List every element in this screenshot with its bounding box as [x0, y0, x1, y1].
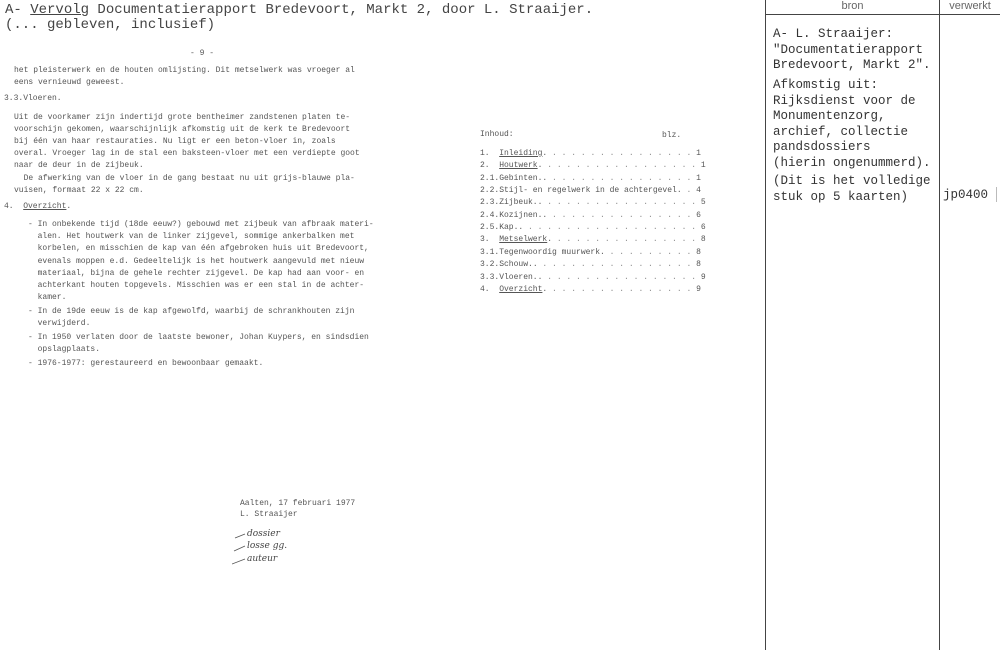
toc-entry: [480, 198, 706, 208]
place-date: Aalten, 17 februari 1977: [240, 499, 356, 508]
body-line: vuisen, formaat 22 x 22 cm.: [14, 186, 144, 195]
toc-title: Metselwerk: [499, 235, 548, 245]
source-line: pandsdossiers: [773, 140, 871, 155]
toc-entry: [480, 285, 701, 295]
bullet-line: alen. Het houtwerk van de linker zijgevel, sommige ankerbalken met: [28, 232, 355, 242]
bullet-line: achterkant houten topgevels. Misschien was er een stal in de achter-: [28, 281, 365, 290]
toc-leader-dots: . . . . . . . . . . . . . . . .: [542, 198, 701, 208]
toc-period: .: [542, 284, 548, 294]
bullet-line: korbelen, en misschien de kap van één afgebroken huis uit Bredevoort,: [28, 244, 369, 254]
toc-page: 6: [700, 223, 706, 233]
toc-title: Kap.: [499, 223, 519, 233]
bullet-line: - In onbekende tijd (18de eeuw?) gebouwd met zijbeuk van afbraak materi-: [28, 220, 374, 229]
toc-period: .: [518, 223, 524, 233]
toc-number: 3.2.: [480, 260, 500, 270]
toc-entry: [480, 260, 701, 270]
section-heading: 3.3.Vloeren.: [4, 94, 62, 103]
toc-entry: [480, 174, 701, 184]
toc-leader-dots: . . . . . . . . . . . . . . . .: [542, 161, 701, 171]
source-line: Rijksdienst voor de: [773, 93, 916, 108]
toc-number: 2.5.: [480, 223, 500, 233]
toc-number: 3.3.: [480, 272, 500, 282]
toc-entry: [480, 149, 701, 159]
toc-number: 2.2.: [480, 186, 500, 196]
cursor-mark: [996, 187, 997, 202]
bullet-line: evenals moppen e.d. Gedeeltelijk is het houtwerk aangevuld met nieuw: [28, 256, 365, 266]
toc-number: 1.: [480, 149, 500, 158]
handwritten-line: losse gg.: [247, 541, 288, 551]
toc-period: .: [537, 161, 543, 171]
toc-number: 2.3.: [480, 198, 500, 208]
source-line: (hierin ongenummerd).: [773, 156, 931, 170]
toc-page: 8: [696, 247, 701, 257]
toc-leader-dots: . . . . . . . . . . . . . . . .: [537, 260, 697, 270]
toc-entry: [480, 248, 701, 258]
body-line: overal. Vroeger lag in de stal een baksteen-vloer met een verdiepte goot: [14, 149, 360, 158]
author-name: L. Straaijer: [240, 510, 298, 519]
column-divider: [939, 0, 940, 650]
source-panel: [765, 0, 1000, 650]
body-line: voorschijn gekomen, waarschijnlijk afkomstig uit de kerk te Bredevoort: [14, 125, 351, 134]
toc-number: 3.: [480, 235, 500, 245]
toc-page: 1: [696, 149, 701, 158]
body-line: naar de deur in de zijbeuk.: [14, 161, 144, 170]
toc-leader-dots: . . . . . . . . . . . . . . . . . .: [523, 223, 701, 233]
toc-period: .: [542, 149, 548, 158]
toc-page: 9: [696, 284, 701, 294]
toc-page-header: blz.: [662, 131, 682, 140]
column-header-bron: bron: [766, 0, 939, 15]
toc-entry: [480, 211, 701, 221]
bullet-line: - 1976-1977: gerestaureerd en bewoonbaar gemaakt.: [28, 358, 264, 368]
toc-title: Stijl- en regelwerk in de achtergevel: [499, 186, 677, 196]
toc-leader-dots: .: [681, 186, 697, 196]
toc-number: 2.1.: [480, 173, 500, 183]
source-line: (Dit is het volledige: [773, 174, 931, 188]
source-line: "Documentatierapport: [773, 42, 924, 57]
body-line: eens vernieuwd geweest.: [14, 78, 125, 87]
toc-period: .: [532, 260, 538, 270]
bullet-line: kamer.: [28, 293, 67, 303]
source-line: Afkomstig uit:: [773, 78, 879, 92]
body-line: De afwerking van de vloer in de gang bestaat nu uit grijs-blauwe pla-: [14, 174, 355, 183]
bullet-line: materiaal, bijna de gehele rechter zijgevel. De kap had aan voor- en: [28, 268, 365, 278]
handwritten-annotation: [232, 528, 312, 570]
toc-period: .: [676, 186, 682, 196]
toc-period: .: [537, 198, 543, 208]
title-underlined: Vervolg: [30, 2, 90, 18]
bullet-line: - In de 19de eeuw is de kap afgewolfd, waarbij de schrankhouten zijn: [28, 306, 355, 316]
source-line: A- L. Straaijer:: [773, 27, 894, 41]
bullet-line: verwijderd.: [28, 319, 91, 329]
toc-period: .: [547, 235, 553, 245]
bullet-line: - In 1950 verlaten door de laatste bewoner, Johan Kuypers, en sindsdien: [28, 332, 369, 342]
toc-page: 4: [696, 186, 701, 196]
toc-period: .: [542, 173, 548, 183]
toc-leader-dots: . . . . . . . . . . . . . . . .: [542, 272, 701, 282]
toc-entry: [480, 235, 706, 245]
handwritten-line: dossier: [247, 529, 280, 539]
toc-period: .: [600, 247, 605, 257]
toc-title: Inleiding: [499, 149, 543, 158]
section-heading: [4, 202, 71, 212]
toc-page: 1: [700, 161, 706, 171]
title-prefix: A-: [5, 2, 31, 18]
body-line: Uit de voorkamer zijn indertijd grote bentheimer zandstenen platen te-: [14, 113, 351, 122]
section-title: Overzicht: [23, 202, 67, 211]
toc-title: Kozijnen.: [499, 210, 543, 220]
page-number: - 9 -: [190, 49, 215, 58]
title-line-1: [5, 3, 593, 18]
column-header-verwerkt: verwerkt: [940, 0, 1000, 15]
toc-title: Zijbeuk.: [499, 198, 538, 208]
toc-number: 2.: [480, 161, 500, 171]
toc-page: 6: [696, 210, 701, 220]
toc-heading: Inhoud:: [480, 130, 514, 139]
toc-title: Gebinten.: [499, 173, 543, 183]
handwritten-line: auteur: [247, 554, 278, 564]
toc-number: 2.4.: [480, 210, 500, 220]
toc-page: 5: [700, 198, 706, 208]
toc-leader-dots: . . . . . . . . . . . . . . .: [552, 235, 701, 245]
toc-page: 8: [700, 235, 706, 245]
toc-title: Overzicht: [499, 284, 543, 294]
bullet-line: opslagplaats.: [28, 345, 101, 354]
source-line: Bredevoort, Markt 2".: [773, 58, 931, 73]
toc-leader-dots: . . . . . . . . . . . . . . .: [547, 173, 697, 183]
toc-leader-dots: . . . . . . . . . . . . . . .: [547, 210, 697, 220]
toc-page: 8: [696, 260, 701, 270]
toc-entry: [480, 186, 701, 196]
toc-title: Tegenwoordig muurwerk: [499, 247, 601, 257]
toc-page: 1: [696, 173, 701, 183]
toc-period: .: [542, 210, 548, 220]
toc-entry: [480, 223, 706, 233]
title-rest: Documentatierapport Bredevoort, Markt 2, door L. Straaijer.: [89, 2, 594, 18]
toc-entry: [480, 273, 706, 283]
verwerkt-code: jp0400: [943, 188, 989, 202]
toc-leader-dots: . . . . . . . . . . . . . . .: [547, 149, 697, 158]
source-line: archief, collectie: [773, 124, 909, 139]
toc-leader-dots: . . . . . . . . .: [604, 247, 697, 257]
toc-period: .: [537, 272, 543, 282]
toc-number: 4.: [480, 284, 500, 294]
toc-title: Schouw.: [499, 260, 533, 270]
toc-title: Vloeren.: [499, 272, 538, 282]
source-line: stuk op 5 kaarten): [773, 189, 909, 204]
toc-title: Houtwerk: [499, 161, 538, 171]
toc-number: 3.1.: [480, 247, 500, 257]
source-line: Monumentenzorg,: [773, 109, 886, 124]
section-period: .: [66, 202, 72, 211]
body-line: bij één van haar restauraties. Nu ligt er een beton-vloer in, zoals: [14, 137, 336, 146]
toc-page: 9: [700, 272, 706, 282]
title-line-2: (... gebleven, inclusief): [5, 17, 216, 33]
body-line: het pleisterwerk en de houten omlijsting. Dit metselwerk was vroeger al: [14, 66, 355, 75]
toc-leader-dots: . . . . . . . . . . . . . . .: [547, 284, 697, 294]
section-number: 4.: [4, 202, 24, 211]
toc-entry: [480, 161, 706, 171]
